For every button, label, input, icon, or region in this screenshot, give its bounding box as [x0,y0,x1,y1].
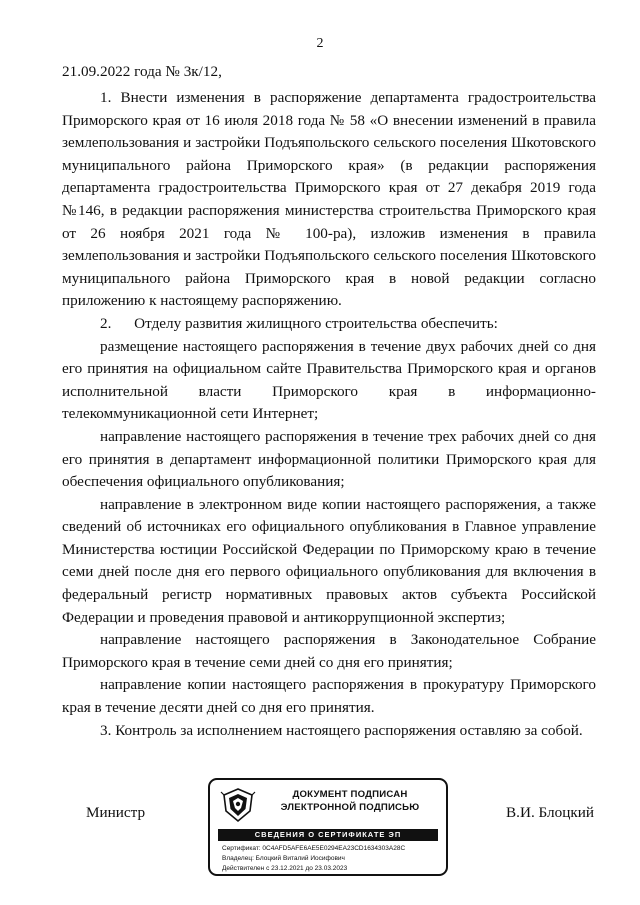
paragraph-publication: направление настоящего распоряжения в течение трех рабочих дней со дня его принятия в департамент информационной политики Приморского края для обеспечения официального опубликования; [62,427,596,491]
stamp-title-line-1: ДОКУМЕНТ ПОДПИСАН [292,789,408,800]
paragraph-item-1: 1. Внести изменения в распоряжение департамента градостроительства Приморского края от 16 июля 2018 года № 58 «О внесении изменений в правила землепользования и застройки Подъяпольского сельского поселения Шкотовского муниципального района Приморского края» (в редакции распоряжения департамента градостроительства Приморского края от 27 декабря 2019 года №146, в редакции распоряжения министерства строительства Приморского края от 26 ноября 2021 года № 100-ра), изложив изменения в правила землепользования и застройки Подъяпольского сельского поселения Шкотовского муниципального района Приморского края в новой редакции согласно приложению к настоящему распоряжению. [62,89,596,310]
stamp-title [260,788,440,814]
paragraph-justice-registry: направление в электронном виде копии настоящего распоряжения, а также сведений об источниках его официального опубликования в Главное управление Министерства юстиции Российской Федерации по Приморскому краю в течение семи дней после дня его первого официального опубликования для включения в федеральный регистр нормативных правовых актов субъекта Российской Федерации и проведения правовой и антикоррупционной экспертиз; [62,495,596,626]
stamp-validity: Действителен с 23.12.2021 до 23.03.2023 [222,865,348,872]
signatory-position: Министр [86,804,146,821]
document-body [62,87,596,742]
paragraph-prosecutor: направление копии настоящего распоряжения в прокуратуру Приморского края в течение десяти дней со дня его принятия. [62,676,596,717]
stamp-title-line-2: ЭЛЕКТРОННОЙ ПОДПИСЬЮ [280,802,420,813]
stamp-certificate-id: Сертификат: 0C4AFD5AFE6AE5E0294EA23CD1634303A28C [222,845,406,852]
paragraph-posting: размещение настоящего распоряжения в течение двух рабочих дней со дня его принятия на официальном сайте Правительства Приморского края и органов исполнительной власти Приморского края в информационно-телекоммуникационной сети Интернет; [62,337,596,423]
paragraph-legislative-assembly: направление настоящего распоряжения в Законодательное Собрание Приморского края в течение семи дней со дня его принятия; [62,631,596,671]
signatory-name: В.И. Блоцкий [506,804,594,821]
document-date-number: 21.09.2022 года № 3к/12, [62,63,222,80]
stamp-certificate-header: СВЕДЕНИЯ О СЕРТИФИКАТЕ ЭП [218,829,438,841]
stamp-owner: Владелец: Блоцкий Виталий Иосифович [222,855,345,862]
paragraph-item-2: 2. Отделу развития жилищного строительства обеспечить: [100,314,498,332]
coat-of-arms-icon [220,787,256,823]
electronic-signature-stamp [208,778,448,876]
signature-block [62,778,596,878]
page-number: 2 [316,36,324,51]
stamp-certificate-details [222,844,440,874]
paragraph-item-3: 3. Контроль за исполнением настоящего распоряжения оставляю за собой. [100,721,583,739]
